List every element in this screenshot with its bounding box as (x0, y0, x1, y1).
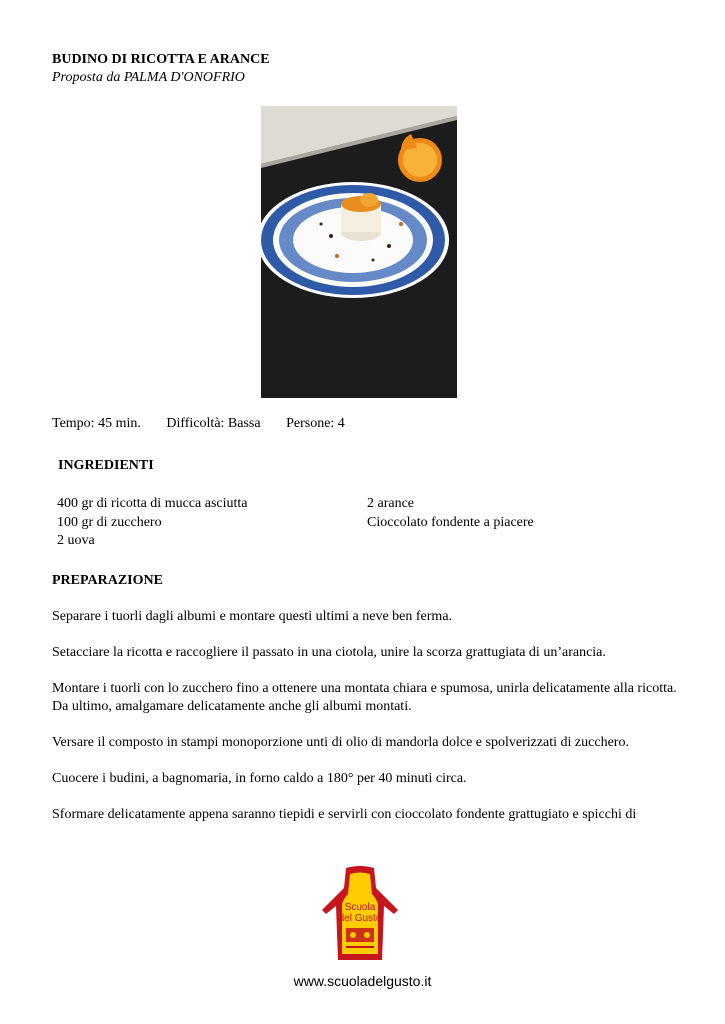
preparation-step: Versare il composto in stampi monoporzione unti di olio di mandorla dolce e spolverizzati di zucchero. (52, 735, 629, 750)
preparation-heading: PREPARAZIONE (52, 573, 163, 588)
tempo-label: Tempo: 45 min. (52, 416, 141, 431)
preparation-steps (52, 608, 682, 842)
logo-text-line1: Scuola (344, 902, 376, 913)
recipe-meta (52, 416, 367, 432)
difficolta-label: Difficoltà: Bassa (166, 416, 261, 431)
ingredient-item: 100 gr di zucchero (57, 514, 162, 530)
persone-label: Persone: 4 (286, 416, 345, 431)
preparation-step: Sformare delicatamente appena saranno tiepidi e servirli con cioccolato fondente grattugiato e spicchi di (52, 807, 637, 822)
preparation-step: Cuocere i budini, a bagnomaria, in forno caldo a 180° per 40 minuti circa. (52, 771, 467, 786)
preparation-step: Da ultimo, amalgamare delicatamente anche gli albumi montati. (52, 699, 412, 714)
scuola-del-gusto-logo (318, 866, 402, 962)
preparation-step: Separare i tuorli dagli albumi e montare questi ultimi a neve ben ferma. (52, 609, 453, 624)
ingredient-item: 400 gr di ricotta di mucca asciutta (57, 496, 248, 511)
recipe-author: Proposta da PALMA D'ONOFRIO (52, 70, 245, 85)
ingredients-right-list (367, 495, 534, 532)
ingredient-item: Cioccolato fondente a piacere (367, 514, 534, 530)
preparation-step: Setacciare la ricotta e raccogliere il passato in una ciotola, unire la scorza grattugiata di un’arancia. (52, 645, 606, 660)
ingredients-left-list (57, 495, 248, 551)
logo-text-line2: del Gusto (338, 913, 382, 924)
ingredient-item: 2 arance (367, 496, 415, 511)
preparation-step: Montare i tuorli con lo zucchero fino a ottenere una montata chiara e spumosa, unirla delicatamente alla ricotta. (52, 681, 677, 696)
ingredients-heading: INGREDIENTI (58, 458, 154, 473)
ingredient-item: 2 uova (57, 533, 95, 548)
website-url[interactable]: www.scuoladelgusto.it (293, 973, 432, 989)
recipe-photo (261, 106, 457, 398)
recipe-title: BUDINO DI RICOTTA E ARANCE (52, 52, 270, 67)
